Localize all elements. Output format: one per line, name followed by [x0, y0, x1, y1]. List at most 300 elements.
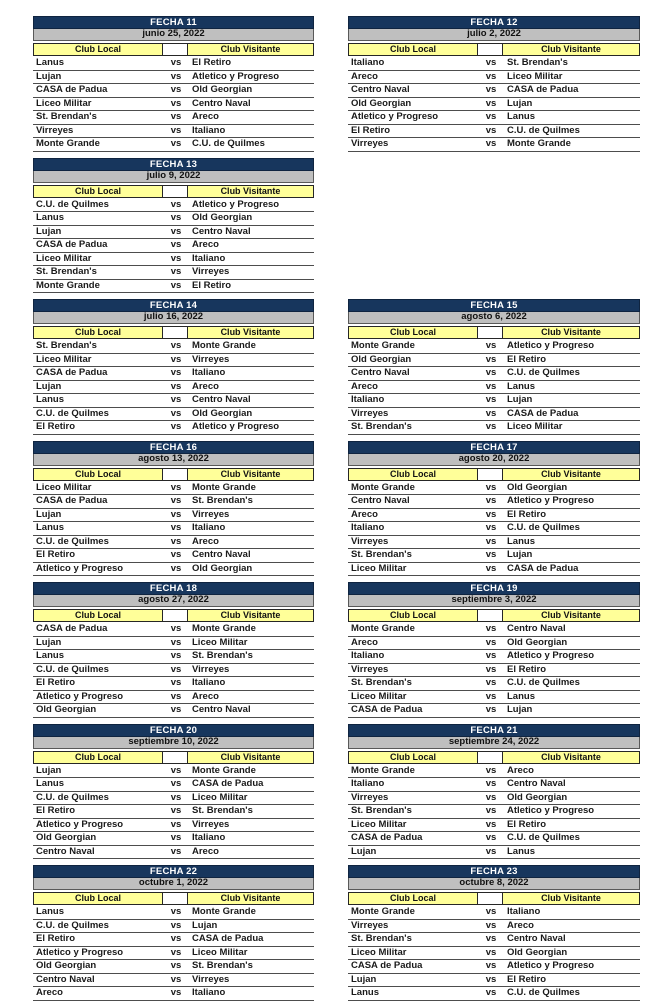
columns-header [348, 892, 640, 905]
home-team: Lujan [36, 636, 62, 648]
away-team: Lanus [507, 690, 535, 702]
round-date: julio 16, 2022 [33, 312, 314, 324]
match-row [33, 947, 314, 961]
round-title: FECHA 17 [348, 441, 640, 454]
home-column-header: Club Local [348, 892, 478, 905]
home-team: Lujan [36, 70, 62, 82]
home-team: Monte Grande [351, 906, 415, 918]
vs-column-spacer [477, 43, 503, 56]
match-row [33, 84, 314, 98]
vs-label: vs [485, 495, 497, 507]
match-row [33, 677, 314, 691]
columns-header [33, 892, 314, 905]
home-column-header: Club Local [348, 609, 478, 622]
home-team: Lanus [36, 57, 64, 69]
home-team: CASA de Padua [351, 960, 423, 972]
vs-label: vs [170, 225, 182, 237]
vs-label: vs [485, 340, 497, 352]
match-row [348, 691, 640, 705]
vs-label: vs [485, 704, 497, 716]
match-row [33, 71, 314, 85]
away-team: Italiano [192, 522, 226, 534]
match-row [33, 138, 314, 152]
away-team: Old Georgian [507, 946, 568, 958]
round-title: FECHA 21 [348, 724, 640, 737]
away-team: Atletico y Progreso [507, 960, 595, 972]
match-rows [348, 482, 640, 577]
vs-label: vs [170, 960, 182, 972]
match-row [348, 704, 640, 718]
away-team: St. Brendan's [192, 805, 253, 817]
round-date: julio 2, 2022 [348, 29, 640, 41]
vs-label: vs [170, 764, 182, 776]
away-team: El Retiro [507, 508, 547, 520]
match-row [33, 98, 314, 112]
round-title: FECHA 20 [33, 724, 314, 737]
match-row [33, 637, 314, 651]
match-row [348, 778, 640, 792]
home-team: Lujan [36, 764, 62, 776]
away-column-header: Club Visitante [502, 43, 640, 56]
vs-label: vs [170, 636, 182, 648]
home-team: St. Brendan's [351, 549, 412, 561]
home-team: Areco [36, 987, 63, 999]
away-team: Atletico y Progreso [192, 421, 280, 433]
match-rows [348, 765, 640, 860]
away-team: Liceo Militar [192, 946, 248, 958]
home-team: Old Georgian [351, 97, 412, 109]
vs-column-spacer [477, 609, 503, 622]
home-team: Centro Naval [351, 84, 410, 96]
match-row [33, 381, 314, 395]
home-team: Lanus [36, 394, 64, 406]
match-row [33, 212, 314, 226]
vs-column-spacer [477, 892, 503, 905]
match-row [348, 792, 640, 806]
home-team: Monte Grande [36, 138, 100, 150]
vs-label: vs [170, 704, 182, 716]
away-column-header: Club Visitante [187, 609, 314, 622]
away-team: C.U. de Quilmes [192, 138, 265, 150]
vs-label: vs [170, 791, 182, 803]
home-team: Lanus [36, 650, 64, 662]
away-team: Lanus [507, 111, 535, 123]
vs-label: vs [485, 919, 497, 931]
away-team: Areco [192, 845, 219, 857]
match-row [33, 394, 314, 408]
away-team: Centro Naval [192, 225, 251, 237]
vs-label: vs [170, 906, 182, 918]
vs-label: vs [170, 353, 182, 365]
away-team: C.U. de Quilmes [507, 677, 580, 689]
columns-header [348, 468, 640, 481]
home-team: El Retiro [36, 677, 76, 689]
fixture-table [33, 158, 314, 294]
match-row [348, 765, 640, 779]
home-team: Lanus [36, 778, 64, 790]
vs-label: vs [485, 623, 497, 635]
match-rows [348, 623, 640, 718]
home-team: Areco [351, 508, 378, 520]
away-column-header: Club Visitante [502, 326, 640, 339]
home-team: C.U. de Quilmes [36, 663, 109, 675]
home-team: Virreyes [351, 138, 389, 150]
home-team: Monte Grande [351, 764, 415, 776]
home-team: Italiano [351, 394, 385, 406]
match-row [33, 111, 314, 125]
away-team: Atletico y Progreso [507, 805, 595, 817]
match-row [33, 664, 314, 678]
home-team: Liceo Militar [36, 481, 92, 493]
round-title: FECHA 14 [33, 299, 314, 312]
vs-label: vs [485, 832, 497, 844]
columns-header [33, 468, 314, 481]
away-team: Old Georgian [192, 562, 253, 574]
home-column-header: Club Local [33, 185, 163, 198]
away-team: Monte Grande [192, 764, 256, 776]
away-team: Old Georgian [507, 481, 568, 493]
home-team: C.U. de Quilmes [36, 407, 109, 419]
match-row [348, 98, 640, 112]
vs-label: vs [485, 481, 497, 493]
home-team: Lanus [351, 987, 379, 999]
home-team: Virreyes [351, 663, 389, 675]
home-team: Virreyes [36, 124, 74, 136]
vs-label: vs [485, 84, 497, 96]
home-team: C.U. de Quilmes [36, 198, 109, 210]
away-column-header: Club Visitante [187, 468, 314, 481]
fixture-table [33, 865, 314, 1001]
round-title: FECHA 13 [33, 158, 314, 171]
match-row [348, 495, 640, 509]
match-row [33, 226, 314, 240]
home-team: Lujan [351, 973, 377, 985]
match-row [348, 906, 640, 920]
match-row [33, 199, 314, 213]
away-team: Centro Naval [192, 394, 251, 406]
vs-label: vs [170, 421, 182, 433]
home-team: CASA de Padua [351, 832, 423, 844]
away-team: Lanus [507, 845, 535, 857]
vs-label: vs [170, 623, 182, 635]
vs-column-spacer [162, 751, 188, 764]
away-team: Centro Naval [507, 623, 566, 635]
home-team: Areco [351, 380, 378, 392]
round-title: FECHA 12 [348, 16, 640, 29]
away-team: CASA de Padua [192, 778, 264, 790]
vs-label: vs [485, 946, 497, 958]
home-team: Lanus [36, 906, 64, 918]
away-team: Areco [507, 764, 534, 776]
away-team: Old Georgian [192, 84, 253, 96]
vs-label: vs [170, 663, 182, 675]
match-row [33, 280, 314, 294]
vs-label: vs [485, 124, 497, 136]
match-rows [348, 340, 640, 435]
vs-label: vs [170, 650, 182, 662]
vs-label: vs [485, 97, 497, 109]
away-team: C.U. de Quilmes [507, 832, 580, 844]
away-team: Italiano [192, 677, 226, 689]
home-team: Lujan [351, 845, 377, 857]
round-date: septiembre 24, 2022 [348, 737, 640, 749]
home-team: Atletico y Progreso [351, 111, 439, 123]
home-team: Lujan [36, 225, 62, 237]
away-column-header: Club Visitante [502, 892, 640, 905]
away-team: Areco [192, 690, 219, 702]
home-team: Liceo Militar [351, 946, 407, 958]
vs-column-spacer [162, 892, 188, 905]
away-column-header: Club Visitante [502, 609, 640, 622]
vs-column-spacer [477, 326, 503, 339]
match-row [33, 509, 314, 523]
away-team: Centro Naval [192, 704, 251, 716]
home-team: C.U. de Quilmes [36, 791, 109, 803]
home-team: St. Brendan's [36, 340, 97, 352]
away-team: C.U. de Quilmes [507, 367, 580, 379]
away-team: Old Georgian [192, 407, 253, 419]
home-team: El Retiro [36, 421, 76, 433]
columns-header [348, 609, 640, 622]
match-row [348, 381, 640, 395]
home-team: Monte Grande [36, 279, 100, 291]
away-team: El Retiro [507, 818, 547, 830]
fixture-table [348, 582, 640, 718]
home-column-header: Club Local [348, 468, 478, 481]
match-row [33, 125, 314, 139]
match-row [33, 239, 314, 253]
home-team: CASA de Padua [36, 623, 108, 635]
vs-label: vs [170, 111, 182, 123]
home-team: CASA de Padua [36, 367, 108, 379]
vs-column-spacer [162, 468, 188, 481]
home-team: Areco [351, 70, 378, 82]
away-team: Virreyes [192, 353, 230, 365]
away-team: C.U. de Quilmes [507, 124, 580, 136]
away-team: Lujan [507, 97, 533, 109]
away-team: St. Brendan's [192, 650, 253, 662]
away-team: St. Brendan's [192, 960, 253, 972]
home-column-header: Club Local [33, 751, 163, 764]
away-team: Liceo Militar [507, 70, 563, 82]
away-column-header: Club Visitante [187, 892, 314, 905]
round-date: agosto 6, 2022 [348, 312, 640, 324]
away-column-header: Club Visitante [187, 751, 314, 764]
away-team: Atletico y Progreso [192, 198, 280, 210]
vs-label: vs [170, 845, 182, 857]
home-column-header: Club Local [33, 326, 163, 339]
match-row [33, 623, 314, 637]
vs-label: vs [485, 791, 497, 803]
vs-label: vs [170, 394, 182, 406]
vs-label: vs [170, 124, 182, 136]
vs-label: vs [170, 340, 182, 352]
vs-label: vs [170, 239, 182, 251]
away-column-header: Club Visitante [502, 751, 640, 764]
home-team: Liceo Militar [36, 353, 92, 365]
vs-label: vs [485, 636, 497, 648]
away-team: Virreyes [192, 973, 230, 985]
away-team: Liceo Militar [192, 636, 248, 648]
match-row [33, 805, 314, 819]
home-team: Italiano [351, 778, 385, 790]
match-row [348, 138, 640, 152]
home-column-header: Club Local [33, 43, 163, 56]
match-rows [33, 57, 314, 152]
match-row [33, 340, 314, 354]
match-row [33, 266, 314, 280]
away-team: Lujan [507, 394, 533, 406]
home-team: St. Brendan's [36, 266, 97, 278]
match-rows [33, 906, 314, 1001]
columns-header [33, 326, 314, 339]
vs-label: vs [485, 421, 497, 433]
home-team: Virreyes [351, 535, 389, 547]
away-team: St. Brendan's [507, 57, 568, 69]
match-row [348, 832, 640, 846]
match-rows [33, 340, 314, 435]
home-team: CASA de Padua [36, 84, 108, 96]
match-row [348, 846, 640, 860]
match-row [33, 495, 314, 509]
vs-label: vs [485, 906, 497, 918]
columns-header [33, 609, 314, 622]
vs-label: vs [170, 380, 182, 392]
match-row [348, 664, 640, 678]
home-team: Atletico y Progreso [36, 562, 124, 574]
home-team: C.U. de Quilmes [36, 535, 109, 547]
match-row [348, 482, 640, 496]
match-row [348, 987, 640, 1001]
home-team: El Retiro [36, 933, 76, 945]
home-team: Lanus [36, 522, 64, 534]
match-row [33, 974, 314, 988]
vs-label: vs [485, 138, 497, 150]
away-team: C.U. de Quilmes [507, 522, 580, 534]
away-column-header: Club Visitante [187, 326, 314, 339]
home-team: Areco [351, 636, 378, 648]
home-team: CASA de Padua [36, 239, 108, 251]
match-row [33, 408, 314, 422]
vs-label: vs [170, 508, 182, 520]
home-team: Lanus [36, 212, 64, 224]
home-team: Monte Grande [351, 623, 415, 635]
match-row [33, 650, 314, 664]
vs-label: vs [170, 987, 182, 999]
match-row [348, 805, 640, 819]
away-team: Liceo Militar [192, 791, 248, 803]
vs-label: vs [485, 987, 497, 999]
home-column-header: Club Local [33, 468, 163, 481]
home-team: Virreyes [351, 407, 389, 419]
vs-label: vs [485, 353, 497, 365]
match-row [33, 354, 314, 368]
away-team: El Retiro [507, 663, 547, 675]
away-team: Atletico y Progreso [507, 650, 595, 662]
round-date: septiembre 10, 2022 [33, 737, 314, 749]
home-team: Lujan [36, 508, 62, 520]
away-column-header: Club Visitante [187, 185, 314, 198]
match-row [33, 819, 314, 833]
match-row [348, 650, 640, 664]
vs-label: vs [170, 805, 182, 817]
away-team: Areco [192, 111, 219, 123]
away-team: El Retiro [192, 279, 232, 291]
match-row [348, 84, 640, 98]
match-row [348, 340, 640, 354]
away-team: Lanus [507, 380, 535, 392]
away-team: St. Brendan's [192, 495, 253, 507]
vs-label: vs [485, 535, 497, 547]
away-team: Italiano [507, 906, 541, 918]
home-team: Centro Naval [351, 367, 410, 379]
home-team: Centro Naval [36, 973, 95, 985]
vs-label: vs [170, 138, 182, 150]
home-column-header: Club Local [33, 609, 163, 622]
away-team: Italiano [192, 252, 226, 264]
match-row [33, 832, 314, 846]
away-team: Old Georgian [507, 636, 568, 648]
away-team: Liceo Militar [507, 421, 563, 433]
match-row [348, 509, 640, 523]
match-row [348, 563, 640, 577]
vs-label: vs [485, 973, 497, 985]
vs-label: vs [485, 933, 497, 945]
match-row [348, 367, 640, 381]
home-team: CASA de Padua [351, 704, 423, 716]
round-title: FECHA 22 [33, 865, 314, 878]
match-row [348, 354, 640, 368]
columns-header [33, 751, 314, 764]
vs-label: vs [485, 380, 497, 392]
away-team: Monte Grande [192, 481, 256, 493]
vs-column-spacer [162, 609, 188, 622]
away-team: C.U. de Quilmes [507, 987, 580, 999]
match-rows [33, 482, 314, 577]
home-team: Monte Grande [351, 481, 415, 493]
match-row [348, 637, 640, 651]
vs-label: vs [485, 845, 497, 857]
match-row [33, 778, 314, 792]
round-date: septiembre 3, 2022 [348, 595, 640, 607]
match-row [33, 792, 314, 806]
round-date: octubre 1, 2022 [33, 878, 314, 890]
away-team: Areco [507, 919, 534, 931]
vs-label: vs [170, 481, 182, 493]
away-team: Centro Naval [507, 933, 566, 945]
home-team: Liceo Militar [351, 818, 407, 830]
vs-label: vs [170, 973, 182, 985]
vs-label: vs [485, 562, 497, 574]
home-team: Atletico y Progreso [36, 818, 124, 830]
match-row [33, 765, 314, 779]
vs-label: vs [170, 252, 182, 264]
vs-label: vs [170, 367, 182, 379]
vs-label: vs [170, 778, 182, 790]
vs-column-spacer [162, 185, 188, 198]
vs-label: vs [485, 677, 497, 689]
home-team: Liceo Militar [351, 690, 407, 702]
match-row [33, 691, 314, 705]
vs-label: vs [485, 805, 497, 817]
vs-label: vs [170, 677, 182, 689]
vs-label: vs [170, 495, 182, 507]
vs-label: vs [170, 946, 182, 958]
away-team: Lujan [507, 549, 533, 561]
home-team: Virreyes [351, 791, 389, 803]
away-team: El Retiro [507, 973, 547, 985]
match-row [33, 536, 314, 550]
